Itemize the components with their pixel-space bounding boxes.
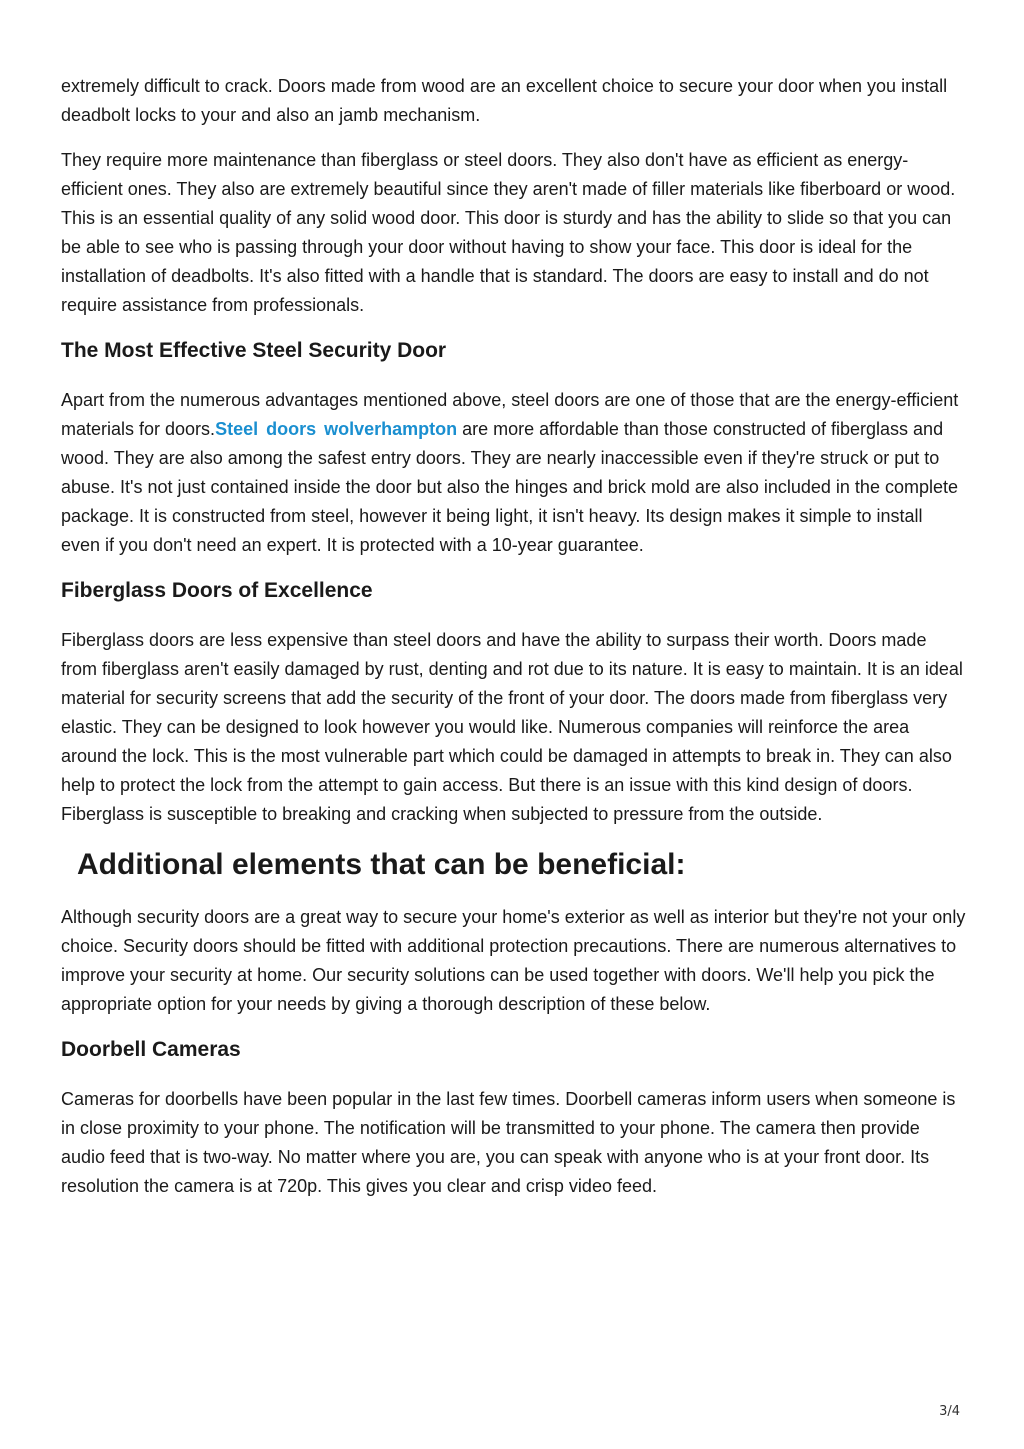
steel-text-before-link: Apart from the numerous advantages mentioned above, steel doors are one of those that are the energy-efficient materials for doors. — [61, 390, 959, 439]
paragraph-wood-doors-maintenance: They require more maintenance than fiberglass or steel doors. They also don't have as efficient as energy-efficient ones. They also are extremely beautiful since they aren't made of filler materials like fiberboard or wood. This is an essential quality of any solid wood door. This door is sturdy and has the ability to slide so that you can be able to see who is passing through your door without having to show your face. This door is ideal for the installation of deadbolts. It's also fitted with a handle that is standard. The doors are easy to install and do not require assistance from professionals. — [61, 150, 956, 315]
heading-fiberglass-doors: Fiberglass Doors of Excellence — [61, 579, 373, 602]
document-page — [61, 72, 966, 1217]
steel-doors-wolverhampton-link[interactable]: Steel doors wolverhampton — [215, 419, 458, 439]
heading-additional-elements: Additional elements that can be beneficial: — [77, 848, 686, 881]
heading-doorbell-cameras: Doorbell Cameras — [61, 1038, 241, 1061]
steel-text-after-link: are more affordable than those constructed of fiberglass and wood. They are also among the safest entry doors. They are nearly inaccessible even if they're struck or put to abuse. It's not just contained inside the door but also the hinges and brick mold are also included in the complete package. It is constructed from steel, however it being light, it isn't heavy. Its design makes it simple to install even if you don't need an expert. It is protected with a 10-year guarantee. — [61, 419, 958, 555]
paragraph-doorbell-cameras: Cameras for doorbells have been popular in the last few times. Doorbell cameras inform users when someone is in close proximity to your phone. The notification will be transmitted to your phone. The camera then provide audio feed that is two-way. No matter where you are, you can speak with anyone who is at your front door. Its resolution the camera is at 720p. This gives you clear and crisp video feed. — [61, 1089, 956, 1196]
paragraph-additional-elements: Although security doors are a great way to secure your home's exterior as well as interior but they're not your only choice. Security doors should be fitted with additional protection precautions. There are numerous alternatives to improve your security at home. Our security solutions can be used together with doors. We'll help you pick the appropriate option for your needs by giving a thorough description of these below. — [61, 907, 966, 1014]
heading-steel-security-door: The Most Effective Steel Security Door — [61, 339, 447, 362]
paragraph-fiberglass-doors: Fiberglass doors are less expensive than steel doors and have the ability to surpass their worth. Doors made from fiberglass aren't easily damaged by rust, denting and rot due to its nature. It is easy to maintain. It is an ideal material for security screens that add the security of the front of your door. The doors made from fiberglass very elastic. They can be designed to look however you would like. Numerous companies will reinforce the area around the lock. This is the most vulnerable part which could be damaged in attempts to break in. They can also help to protect the lock from the attempt to gain access. But there is an issue with this kind design of doors. Fiberglass is susceptible to breaking and cracking when subjected to pressure from the outside. — [61, 630, 963, 824]
page-number: 3/4 — [939, 1404, 960, 1419]
paragraph-steel-doors — [61, 386, 966, 560]
paragraph-wood-doors-intro: extremely difficult to crack. Doors made from wood are an excellent choice to secure your door when you install deadbolt locks to your and also an jamb mechanism. — [61, 76, 948, 125]
